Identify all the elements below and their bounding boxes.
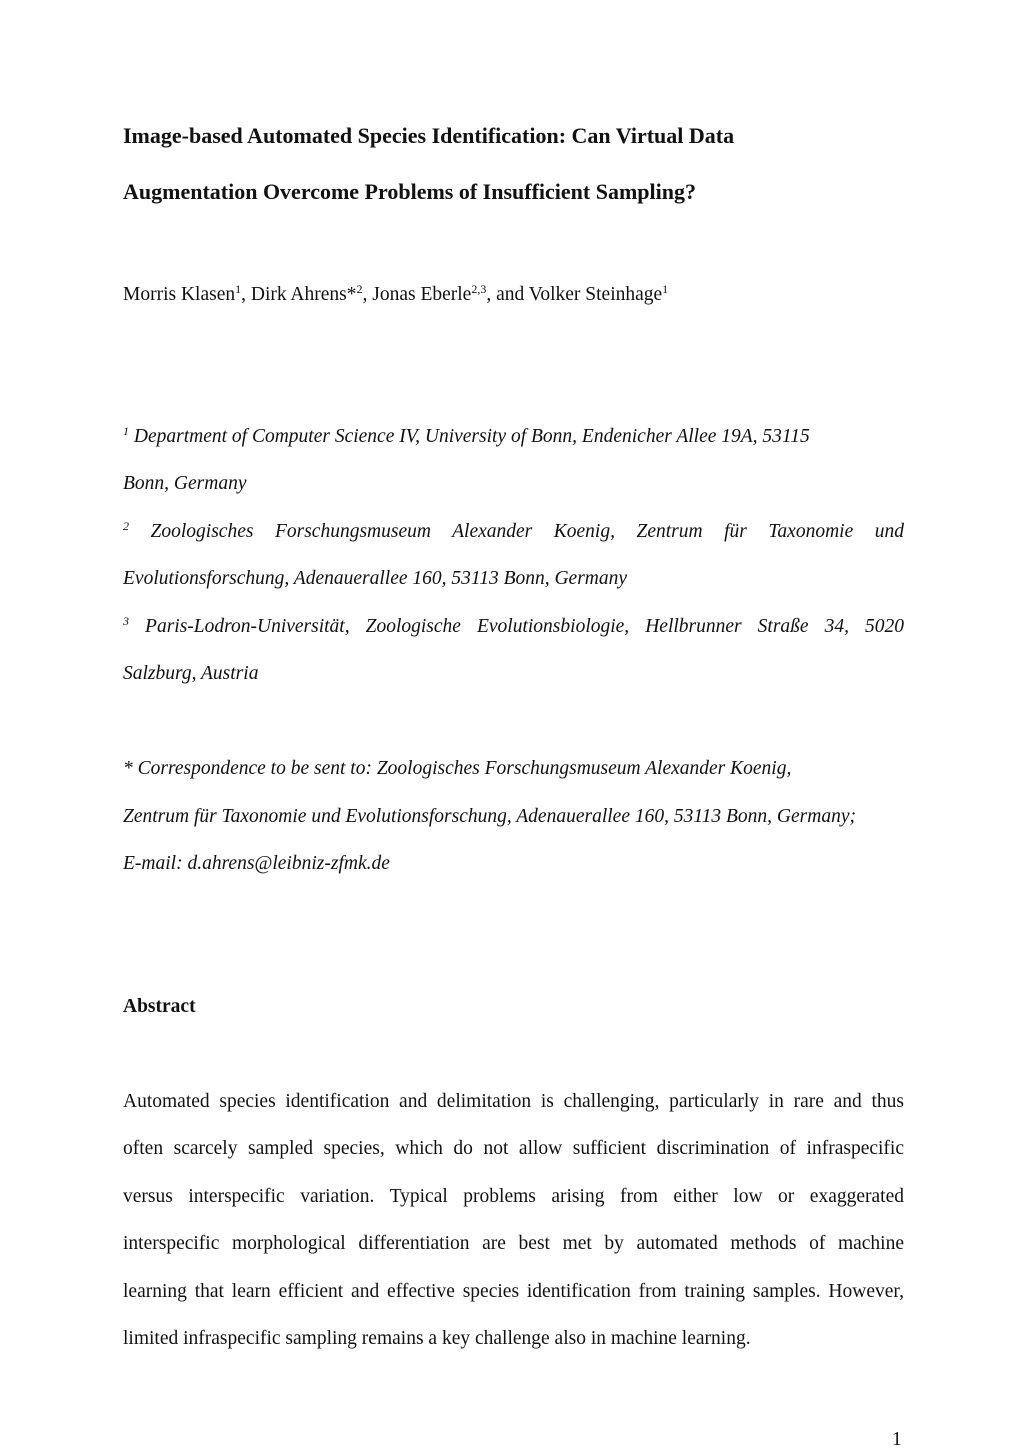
author-list	[123, 283, 668, 307]
affiliation-1-line-2: Bonn, Germany	[123, 473, 247, 494]
author-affiliation-marker: 2,3	[471, 282, 487, 296]
affiliation-marker: 2	[123, 519, 129, 533]
author-separator: ,	[362, 284, 373, 305]
author-affiliation-marker: 1	[662, 282, 669, 296]
author-name: Volker Steinhage	[528, 284, 663, 305]
affiliation-2-line-2: Evolutionsforschung, Adenauerallee 160, 53113 Bonn, Germany	[123, 568, 628, 589]
author-name: Morris Klasen	[123, 284, 236, 305]
affiliation-3-line-1	[123, 615, 904, 639]
affiliation-2-line-1	[123, 520, 904, 544]
affiliation-1-line-1	[123, 425, 810, 449]
abstract-line: often scarcely sampled species, which do not allow sufficient discrimination of infraspecific	[123, 1138, 904, 1159]
abstract-line: Automated species identification and delimitation is challenging, particularly in rare and thus	[123, 1091, 904, 1112]
abstract-line: interspecific morphological differentiation are best met by automated methods of machine	[123, 1233, 904, 1254]
affiliation-text: Paris-Lodron-Universität, Zoologische Evolutionsbiologie, Hellbrunner Straße 34, 5020	[145, 616, 904, 637]
author-name: Dirk Ahrens*	[250, 284, 357, 305]
affiliation-marker: 1	[123, 424, 129, 438]
affiliation-text: Department of Computer Science IV, University of Bonn, Endenicher Allee 19A, 53115	[133, 426, 810, 447]
affiliation-marker: 3	[123, 614, 129, 628]
affiliation-text: Zoologisches Forschungsmuseum Alexander Koenig, Zentrum für Taxonomie und	[150, 521, 905, 542]
abstract-line: versus interspecific variation. Typical problems arising from either low or exaggerated	[123, 1186, 904, 1207]
author-affiliation-marker: 2	[356, 282, 363, 296]
author-separator: , and	[486, 284, 529, 305]
affiliation-3-line-2: Salzburg, Austria	[123, 663, 259, 684]
abstract-line: limited infraspecific sampling remains a key challenge also in machine learning.	[123, 1328, 751, 1349]
correspondence-line-1: * Correspondence to be sent to: Zoologisches Forschungsmuseum Alexander Koenig,	[123, 758, 792, 779]
correspondence-line-2: Zentrum für Taxonomie und Evolutionsforschung, Adenauerallee 160, 53113 Bonn, Germany;	[123, 806, 856, 827]
author-separator: ,	[241, 284, 251, 305]
page-number: 1	[892, 1429, 902, 1450]
abstract-line: learning that learn efficient and effective species identification from training samples. However,	[123, 1281, 904, 1302]
abstract-heading: Abstract	[123, 996, 196, 1017]
author-name: Jonas Eberle	[372, 284, 472, 305]
author-affiliation-marker: 1	[235, 282, 242, 296]
correspondence-email: E-mail: d.ahrens@leibniz-zfmk.de	[123, 853, 390, 874]
title-line-2: Augmentation Overcome Problems of Insufficient Sampling?	[123, 179, 696, 204]
title-line-1: Image-based Automated Species Identification: Can Virtual Data	[123, 123, 735, 148]
